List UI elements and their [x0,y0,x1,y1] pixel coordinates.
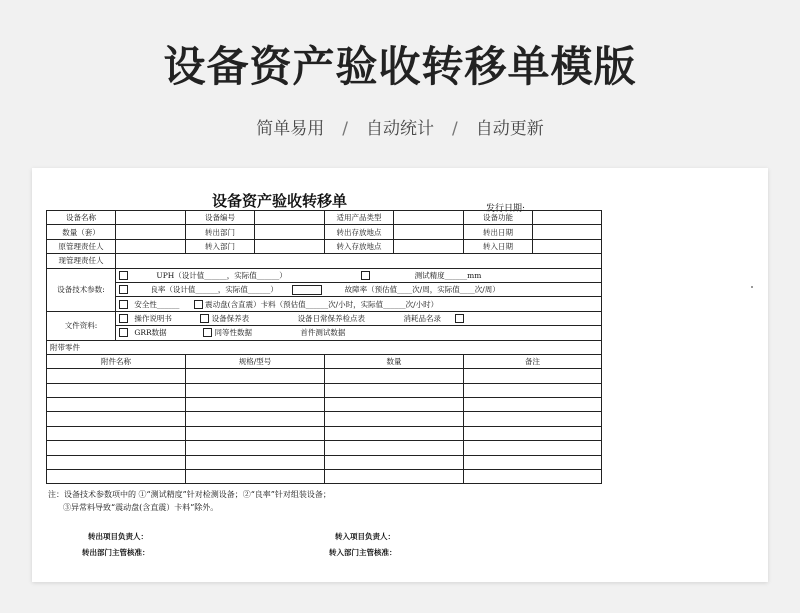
column-header: 数量 [325,354,464,368]
basic-info-section [47,211,602,269]
feature-easy: 简单易用 [256,119,325,139]
maintenance-text: 设备保养表 [211,313,250,323]
attachment-cell[interactable] [186,441,325,455]
field-label: 转入部门 [186,239,255,253]
attachment-cell[interactable] [47,369,186,383]
attachments-rows [47,369,602,484]
yield-text: 良率（设计值______，实际值______） [150,285,278,295]
attachment-cell[interactable] [47,383,186,397]
field-label: 设备功能 [464,211,533,225]
attachment-cell[interactable] [186,369,325,383]
field-label: 转出存放地点 [325,225,394,239]
note-line-1: 注：设备技术参数项中的 ①“测试精度”针对检测设备；②“良率”针对组装设备； [48,490,331,499]
attachments-section-label: 附带零件 [47,340,602,354]
hero-title: 设备资产验收转移单模版 [163,42,637,91]
failure-rate-text: 故障率（预估值____次/周，实际值____次/周） [344,285,500,295]
yield-checkbox[interactable] [119,285,128,294]
attachment-cell[interactable] [464,455,602,469]
vibration-checkbox[interactable] [194,300,203,309]
attachment-cell[interactable] [47,426,186,440]
attachment-cell[interactable] [464,383,602,397]
attachment-cell[interactable] [47,441,186,455]
sameness-text: 同等性数据 [214,328,252,338]
feature-auto-stats: 自动统计 [366,119,434,139]
field-label: 转入存放地点 [325,239,394,253]
table-row [47,239,602,253]
attachment-row [47,398,602,412]
field-label: 转出部门 [186,225,255,239]
table-row [47,254,602,268]
documents-label: 文件资料: [47,311,116,340]
in-project-owner-label: 转入项目负责人： [335,532,395,541]
field-label: 转出日期 [464,225,533,239]
attachment-cell[interactable] [186,383,325,397]
field-value-cell[interactable] [533,225,602,239]
table-row [47,340,602,354]
consumables-checkbox[interactable] [455,314,464,323]
table-row [47,268,602,282]
attachment-cell[interactable] [325,470,464,484]
attachment-cell[interactable] [325,369,464,383]
document-title: 设备资产验收转移单 [212,192,348,210]
attachments-header-row [47,354,602,368]
grr-checkbox[interactable] [119,328,128,337]
field-label: 适用产品类型 [325,211,394,225]
field-value-cell[interactable] [255,225,325,239]
attachment-row [47,470,602,484]
attachment-cell[interactable] [186,398,325,412]
column-header: 附件名称 [47,354,186,368]
uph-checkbox[interactable] [119,271,128,280]
precision-checkbox[interactable] [361,271,370,280]
field-label: 数量（套） [47,225,116,239]
attachment-cell[interactable] [325,455,464,469]
attachment-cell[interactable] [47,398,186,412]
attachment-cell[interactable] [47,412,186,426]
attachment-cell[interactable] [464,426,602,440]
field-value-cell[interactable] [533,239,602,253]
attachment-row [47,412,602,426]
attachment-cell[interactable] [186,455,325,469]
field-value-cell[interactable] [394,225,464,239]
attachment-cell[interactable] [186,426,325,440]
daily-check-text: 设备日常保养检点表 [297,313,366,323]
tech-params-label: 设备技术参数: [47,268,116,311]
feature-list [0,114,800,139]
attachment-cell[interactable] [464,470,602,484]
field-value-cell[interactable] [394,239,464,253]
table-row [47,326,602,340]
table-row [47,225,602,239]
consumables-text: 消耗品名录 [403,313,441,323]
table-row [47,211,602,225]
attachment-row [47,383,602,397]
first-test-text: 首件测试数据 [300,328,346,338]
uph-text: UPH（设计值______，实际值______） [156,270,287,280]
field-label: 设备编号 [186,211,255,225]
manual-text: 操作说明书 [134,313,172,323]
issue-date-label: 发行日期: [486,204,526,214]
attachment-cell[interactable] [186,470,325,484]
safety-text: 安全性______ [134,299,180,309]
attachment-cell[interactable] [47,470,186,484]
field-label: 转入日期 [464,239,533,253]
attachment-cell[interactable] [325,383,464,397]
documents-section [47,311,602,340]
feature-separator: / [452,119,458,139]
field-value-cell[interactable] [116,225,186,239]
field-value-cell[interactable] [116,211,186,225]
transfer-form-table [46,210,602,484]
table-row [47,282,602,296]
vibration-text: 震动盘(含直震）卡料（预估值______次/小时，实际值______次/小时） [205,299,439,309]
precision-text: 测试精度______mm [414,270,482,280]
attachment-cell[interactable] [325,412,464,426]
page-edge-mark [751,286,753,288]
attachment-cell[interactable] [464,369,602,383]
maintenance-checkbox[interactable] [200,314,209,323]
attachment-row [47,426,602,440]
attachment-cell[interactable] [464,398,602,412]
column-header: 规格/型号 [186,354,325,368]
attachment-row [47,369,602,383]
yield-value-box[interactable] [292,285,322,295]
field-value-cell[interactable] [255,211,325,225]
field-label: 原管理责任人 [47,239,116,253]
attachment-cell[interactable] [47,455,186,469]
out-project-owner-label: 转出项目负责人： [88,532,148,541]
form-sheet [32,168,768,582]
grr-text: GRR数据 [134,328,167,338]
attachment-cell[interactable] [325,426,464,440]
attachment-cell[interactable] [325,398,464,412]
field-label: 设备名称 [47,211,116,225]
attachment-cell[interactable] [325,441,464,455]
attachment-cell[interactable] [464,441,602,455]
tech-params-section [47,268,602,311]
out-dept-approval-label: 转出部门主管核准： [82,548,150,557]
note-line-2: ③异常料导致“震动盘(含直震）卡料”除外。 [63,503,219,512]
column-header: 备注 [464,354,602,368]
feature-separator: / [342,119,348,139]
sameness-checkbox[interactable] [203,328,212,337]
feature-auto-update: 自动更新 [475,119,544,139]
field-value-cell[interactable] [255,239,325,253]
field-value-cell[interactable] [116,254,602,268]
attachment-row [47,441,602,455]
field-value-cell[interactable] [394,211,464,225]
manual-checkbox[interactable] [119,314,128,323]
table-row [47,297,602,311]
field-value-cell[interactable] [116,239,186,253]
attachments-section [47,340,602,369]
table-row [47,311,602,325]
attachment-row [47,455,602,469]
attachment-cell[interactable] [464,412,602,426]
in-dept-approval-label: 转入部门主管核准： [329,548,397,557]
attachment-cell[interactable] [186,412,325,426]
field-label: 现管理责任人 [47,254,116,268]
field-value-cell[interactable] [533,211,602,225]
safety-checkbox[interactable] [119,300,128,309]
